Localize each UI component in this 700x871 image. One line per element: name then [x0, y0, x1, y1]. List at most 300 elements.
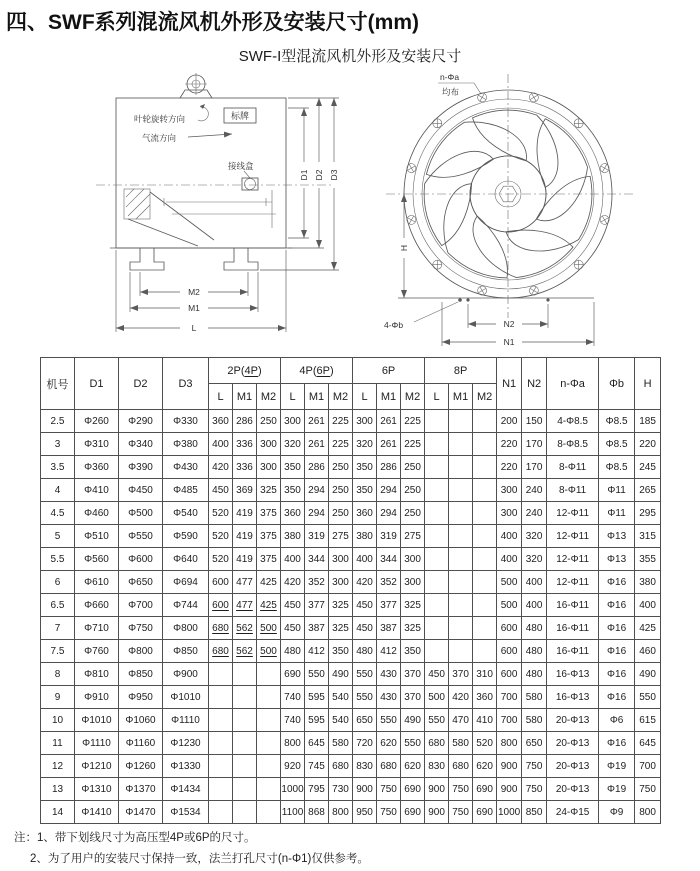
table-cell: Φ16	[599, 594, 635, 617]
table-cell: 800	[329, 801, 353, 824]
table-cell: 250	[329, 479, 353, 502]
table-cell: 355	[635, 548, 661, 571]
table-cell: Φ1470	[119, 801, 163, 824]
table-cell: 7	[41, 617, 75, 640]
fan-rim	[386, 74, 634, 318]
table-cell: 750	[635, 778, 661, 801]
table-cell: Φ16	[599, 732, 635, 755]
table-row	[41, 663, 661, 686]
dim-m1: M1	[188, 303, 200, 313]
table-cell: 1000	[281, 778, 305, 801]
base-plate	[442, 298, 594, 302]
table-cell: 600	[209, 571, 233, 594]
table-cell	[449, 571, 473, 594]
table-cell: 250	[401, 456, 425, 479]
table-cell: 4-Φ8.5	[547, 410, 599, 433]
table-cell	[449, 502, 473, 525]
eyebolt-icon	[180, 73, 212, 98]
table-cell: Φ330	[163, 410, 209, 433]
table-cell: 480	[522, 663, 547, 686]
table-cell: 300	[257, 456, 281, 479]
table-cell: Φ710	[75, 617, 119, 640]
table-cell: Φ1260	[119, 755, 163, 778]
table-cell	[449, 479, 473, 502]
table-cell: 286	[305, 456, 329, 479]
table-cell	[425, 548, 449, 571]
table-cell: 265	[635, 479, 661, 502]
col-header-b: Φb	[599, 358, 635, 410]
table-cell: 460	[635, 640, 661, 663]
table-cell	[473, 640, 497, 663]
table-cell: 680	[377, 755, 401, 778]
table-cell: 450	[425, 663, 449, 686]
table-cell	[209, 801, 233, 824]
table-cell	[449, 456, 473, 479]
table-cell: 750	[449, 778, 473, 801]
sub-header-m1: M1	[377, 384, 401, 410]
table-cell: 690	[281, 663, 305, 686]
table-cell: 500	[425, 686, 449, 709]
table-cell: 300	[497, 502, 522, 525]
table-cell: 240	[522, 479, 547, 502]
col-header-d2: D2	[119, 358, 163, 410]
table-cell: 650	[353, 709, 377, 732]
table-cell: 490	[329, 663, 353, 686]
base-dimensions	[442, 302, 594, 347]
table-cell: Φ485	[163, 479, 209, 502]
table-cell	[209, 686, 233, 709]
table-cell: 950	[353, 801, 377, 824]
table-cell: 300	[353, 410, 377, 433]
note-1: 注：1、带下划线尺寸为高压型4P或6P的尺寸。	[14, 832, 256, 844]
table-cell: 12-Φ11	[547, 502, 599, 525]
table-cell	[257, 709, 281, 732]
table-cell: 150	[522, 410, 547, 433]
col-header-h: H	[635, 358, 661, 410]
diameter-dimensions	[260, 98, 339, 270]
table-cell: 700	[635, 755, 661, 778]
table-cell: Φ600	[119, 548, 163, 571]
table-cell: 14	[41, 801, 75, 824]
table-cell: 261	[377, 410, 401, 433]
table-row	[41, 456, 661, 479]
table-cell: 540	[329, 709, 353, 732]
table-cell: 740	[281, 709, 305, 732]
table-cell: 16-Φ11	[547, 640, 599, 663]
table-cell: Φ550	[119, 525, 163, 548]
table-cell: 490	[401, 709, 425, 732]
table-cell: 419	[233, 548, 257, 571]
table-cell: 562	[233, 617, 257, 640]
table-cell: 16-Φ13	[547, 663, 599, 686]
table-cell: 419	[233, 502, 257, 525]
table-cell: 500	[257, 640, 281, 663]
group-4p-underlined: 6P	[316, 364, 330, 377]
table-cell: 645	[635, 732, 661, 755]
table-row	[41, 801, 661, 824]
table-cell: 400	[353, 548, 377, 571]
sub-header-m2: M2	[329, 384, 353, 410]
table-cell: Φ640	[163, 548, 209, 571]
table-cell: Φ1410	[75, 801, 119, 824]
table-cell: Φ650	[119, 571, 163, 594]
svg-text:叶轮旋转方向: 叶轮旋转方向	[134, 114, 186, 124]
table-cell: Φ16	[599, 663, 635, 686]
table-cell: 850	[522, 801, 547, 824]
table-cell: 580	[522, 709, 547, 732]
table-cell: Φ1534	[163, 801, 209, 824]
table-row	[41, 640, 661, 663]
table-cell: 220	[497, 433, 522, 456]
rotation-direction-label	[134, 104, 208, 124]
table-cell: 900	[353, 778, 377, 801]
table-cell: 480	[522, 617, 547, 640]
table-cell	[449, 617, 473, 640]
table-cell: 275	[401, 525, 425, 548]
table-cell: 275	[329, 525, 353, 548]
table-cell: 261	[305, 433, 329, 456]
table-cell	[473, 479, 497, 502]
table-cell: 450	[353, 617, 377, 640]
table-cell: 12-Φ11	[547, 525, 599, 548]
col-header-d1: D1	[75, 358, 119, 410]
table-cell: 595	[305, 686, 329, 709]
table-cell: 320	[522, 525, 547, 548]
table-cell: 500	[497, 571, 522, 594]
table-cell: Φ590	[163, 525, 209, 548]
table-cell: 400	[281, 548, 305, 571]
table-cell	[425, 410, 449, 433]
table-cell: 477	[233, 571, 257, 594]
table-cell: 920	[281, 755, 305, 778]
table-cell: 20-Φ13	[547, 732, 599, 755]
bottom-dimensions	[116, 250, 286, 333]
table-cell: 720	[353, 732, 377, 755]
table-row	[41, 778, 661, 801]
table-cell	[425, 640, 449, 663]
table-cell: 580	[329, 732, 353, 755]
table-cell	[473, 456, 497, 479]
table-cell: Φ450	[119, 479, 163, 502]
table-cell: Φ510	[75, 525, 119, 548]
table-cell: 419	[233, 525, 257, 548]
table-cell	[209, 732, 233, 755]
table-cell: 430	[377, 686, 401, 709]
table-cell: 360	[473, 686, 497, 709]
table-cell: 900	[425, 778, 449, 801]
table-cell: Φ460	[75, 502, 119, 525]
table-cell: 387	[377, 617, 401, 640]
group-4p-prefix: 4P(	[299, 364, 317, 377]
table-cell: 375	[257, 502, 281, 525]
col-header-n2: N2	[522, 358, 547, 410]
table-cell: Φ410	[75, 479, 119, 502]
table-cell: Φ910	[75, 686, 119, 709]
table-cell	[257, 801, 281, 824]
table-cell: 220	[635, 433, 661, 456]
table-cell	[473, 410, 497, 433]
table-row	[41, 594, 661, 617]
table-cell: 412	[377, 640, 401, 663]
table-cell: 350	[281, 456, 305, 479]
table-cell: 690	[473, 778, 497, 801]
table-cell: 300	[497, 479, 522, 502]
table-cell: Φ700	[119, 594, 163, 617]
table-cell: 286	[233, 410, 257, 433]
table-cell: 170	[522, 456, 547, 479]
table-cell: 370	[449, 663, 473, 686]
table-row	[41, 709, 661, 732]
table-cell: 380	[353, 525, 377, 548]
table-cell: 400	[497, 548, 522, 571]
table-header	[41, 358, 661, 410]
sub-header-l: L	[353, 384, 377, 410]
table-cell: 420	[281, 571, 305, 594]
dim-h: H	[399, 244, 409, 252]
table-cell: Φ16	[599, 571, 635, 594]
table-cell	[425, 433, 449, 456]
table-cell: 750	[377, 801, 401, 824]
table-cell: 7.5	[41, 640, 75, 663]
table-cell	[449, 548, 473, 571]
table-row	[41, 479, 661, 502]
table-cell: 450	[353, 594, 377, 617]
table-cell	[425, 456, 449, 479]
table-cell	[233, 801, 257, 824]
table-cell: 2.5	[41, 410, 75, 433]
drawings-row	[0, 66, 700, 356]
sub-header-m2: M2	[257, 384, 281, 410]
table-cell: 830	[425, 755, 449, 778]
table-cell: 745	[305, 755, 329, 778]
table-cell: 352	[377, 571, 401, 594]
table-cell: 300	[281, 410, 305, 433]
table-cell: 225	[401, 410, 425, 433]
table-cell: 3	[41, 433, 75, 456]
junction-box	[228, 161, 258, 190]
table-cell	[209, 709, 233, 732]
dim-n1: N1	[503, 337, 515, 347]
table-cell: 325	[401, 617, 425, 640]
table-cell: 20-Φ13	[547, 778, 599, 801]
table-cell: Φ744	[163, 594, 209, 617]
col-group-2p	[209, 358, 281, 384]
foot-hole-label	[384, 302, 458, 330]
table-cell: 680	[209, 640, 233, 663]
table-cell: 500	[497, 594, 522, 617]
table-cell: Φ1010	[75, 709, 119, 732]
table-cell: 400	[635, 594, 661, 617]
table-cell: Φ760	[75, 640, 119, 663]
table-cell: Φ560	[75, 548, 119, 571]
table-cell: 320	[281, 433, 305, 456]
table-row	[41, 732, 661, 755]
table-cell	[425, 571, 449, 594]
table-body	[41, 410, 661, 824]
table-cell: 20-Φ13	[547, 709, 599, 732]
table-cell: 375	[257, 548, 281, 571]
table-cell	[233, 663, 257, 686]
table-cell: 350	[353, 479, 377, 502]
mounting-feet	[110, 248, 292, 270]
table-cell: 700	[497, 686, 522, 709]
table-cell: 16-Φ11	[547, 617, 599, 640]
table-cell: Φ1230	[163, 732, 209, 755]
dim-d3: D3	[329, 169, 339, 181]
table-row	[41, 686, 661, 709]
table-cell: 600	[497, 640, 522, 663]
table-cell: 294	[305, 479, 329, 502]
table-cell: 550	[353, 663, 377, 686]
col-header-na: n-Φa	[547, 358, 599, 410]
table-cell: Φ360	[75, 456, 119, 479]
table-cell: 690	[401, 778, 425, 801]
table-cell: 9	[41, 686, 75, 709]
table-cell: 370	[401, 663, 425, 686]
table-cell: 520	[473, 732, 497, 755]
sub-header-m1: M1	[305, 384, 329, 410]
table-cell: 225	[329, 410, 353, 433]
table-cell	[449, 433, 473, 456]
table-cell: 750	[377, 778, 401, 801]
table-cell: 8-Φ11	[547, 456, 599, 479]
table-cell	[425, 594, 449, 617]
table-cell: 410	[473, 709, 497, 732]
table-cell: Φ19	[599, 755, 635, 778]
table-cell	[209, 755, 233, 778]
table-cell: Φ390	[119, 456, 163, 479]
sub-header-m2: M2	[473, 384, 497, 410]
table-cell	[425, 617, 449, 640]
table-cell: 325	[329, 594, 353, 617]
table-cell: Φ9	[599, 801, 635, 824]
table-cell: Φ340	[119, 433, 163, 456]
table-cell: Φ16	[599, 617, 635, 640]
table-cell: 300	[401, 571, 425, 594]
table-cell: 900	[497, 778, 522, 801]
table-cell	[425, 525, 449, 548]
table-cell: 620	[473, 755, 497, 778]
table-cell: 900	[497, 755, 522, 778]
table-cell: Φ810	[75, 663, 119, 686]
table-cell: 1000	[497, 801, 522, 824]
table-cell: 286	[377, 456, 401, 479]
table-cell	[233, 755, 257, 778]
table-cell: 562	[233, 640, 257, 663]
drawing-title: SWF-I型混流风机外形及安装尺寸	[238, 48, 462, 65]
sub-header-m2: M2	[401, 384, 425, 410]
table-cell: 750	[522, 778, 547, 801]
table-cell: Φ500	[119, 502, 163, 525]
sub-header-l: L	[281, 384, 305, 410]
table-cell: 350	[329, 640, 353, 663]
nameplate-label: 标牌	[230, 111, 250, 121]
group-2p-prefix: 2P(	[227, 364, 245, 377]
table-cell: Φ13	[599, 525, 635, 548]
table-cell: 261	[377, 433, 401, 456]
table-cell: 8-Φ11	[547, 479, 599, 502]
table-cell: Φ1434	[163, 778, 209, 801]
table-cell: 8	[41, 663, 75, 686]
table-cell: 425	[257, 571, 281, 594]
table-cell: 10	[41, 709, 75, 732]
table-cell: 300	[329, 571, 353, 594]
table-cell	[233, 709, 257, 732]
table-cell: Φ1060	[119, 709, 163, 732]
svg-text:4-Φb: 4-Φb	[384, 320, 404, 330]
table-cell: 325	[401, 594, 425, 617]
table-cell	[233, 732, 257, 755]
table-cell	[257, 686, 281, 709]
table-cell: 380	[281, 525, 305, 548]
note-2: 2、为了用户的安装尺寸保持一致，法兰打孔尺寸(n-Φ1)仅供参考。	[30, 852, 369, 865]
table-cell: Φ1160	[119, 732, 163, 755]
table-cell: 20-Φ13	[547, 755, 599, 778]
sub-header-l: L	[425, 384, 449, 410]
table-cell	[257, 732, 281, 755]
table-cell	[473, 594, 497, 617]
table-cell: 800	[281, 732, 305, 755]
table-row	[41, 548, 661, 571]
table-cell	[233, 778, 257, 801]
table-cell: 400	[522, 571, 547, 594]
table-cell: 4.5	[41, 502, 75, 525]
table-cell: 375	[257, 525, 281, 548]
table-cell: 369	[233, 479, 257, 502]
table-cell: Φ800	[163, 617, 209, 640]
col-header-d3: D3	[163, 358, 209, 410]
table-cell: 294	[305, 502, 329, 525]
nameplate	[224, 108, 256, 123]
table-cell: 380	[635, 571, 661, 594]
table-cell: 490	[635, 663, 661, 686]
dim-l: L	[191, 323, 197, 333]
table-cell: 690	[473, 801, 497, 824]
table-row	[41, 617, 661, 640]
table-cell: 250	[401, 502, 425, 525]
table-cell: 680	[209, 617, 233, 640]
table-cell: 320	[353, 433, 377, 456]
table-cell: 750	[522, 755, 547, 778]
group-2p-underlined: 4P	[244, 364, 258, 377]
table-cell: Φ430	[163, 456, 209, 479]
table-cell: 470	[449, 709, 473, 732]
footnotes	[14, 828, 369, 869]
table-cell: Φ8.5	[599, 410, 635, 433]
table-cell: Φ1330	[163, 755, 209, 778]
table-cell: Φ800	[119, 640, 163, 663]
table-cell: Φ16	[599, 686, 635, 709]
table-cell: 900	[425, 801, 449, 824]
page-title: 四、SWF系列混流风机外形及安装尺寸(mm)	[6, 11, 419, 34]
table-cell: 300	[401, 548, 425, 571]
table-cell: Φ19	[599, 778, 635, 801]
dimensions-table	[40, 357, 661, 824]
table-cell: 750	[449, 801, 473, 824]
table-cell	[449, 640, 473, 663]
table-cell: 645	[305, 732, 329, 755]
table-cell: Φ8.5	[599, 456, 635, 479]
table-cell: 360	[353, 502, 377, 525]
table-cell: 680	[449, 755, 473, 778]
table-cell: 13	[41, 778, 75, 801]
table-cell: Φ260	[75, 410, 119, 433]
table-cell: Φ11	[599, 479, 635, 502]
table-cell: 520	[209, 548, 233, 571]
table-cell: 319	[377, 525, 401, 548]
table-cell: Φ1110	[163, 709, 209, 732]
table-cell: 600	[209, 594, 233, 617]
